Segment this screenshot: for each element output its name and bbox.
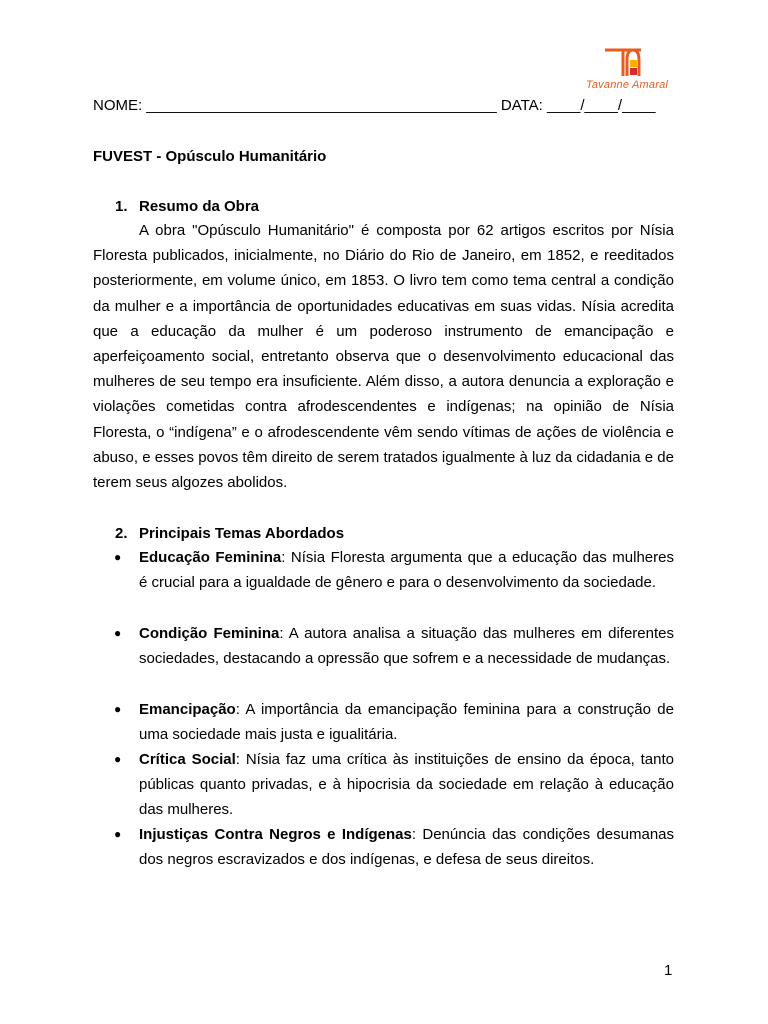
bullet-icon: ● — [114, 550, 122, 564]
list-item-text — [139, 621, 674, 671]
list-item-text — [139, 822, 674, 872]
list-item-term: Crítica Social — [139, 751, 236, 768]
summary-paragraph: A obra "Opúsculo Humanitário" é composta por 62 artigos escritos por Nísia Floresta publicados, inicialmente, no Diário do Rio de Janeiro, em 1852, e reeditados posteriormente, em volume único, em 1853. O livro tem como tema central a condição da mulher e a importância de oportunidades educativas em suas vidas. Nísia acredita que a educação da mulher é um poderoso instrumento de emancipação e aperfeiçoamento social, entretanto observa que o desenvolvimento educacional das mulheres de seu tempo era insuficiente. Além disso, a autora denuncia a exploração e violações cometidas contra afrodescendentes e indígenas; na opinião de Nísia Floresta, o “indígena” e o afrodescendente vêm sendo vítimas de ações de violência e abuso, e esses povos têm direito de serem tratados igualmente à luz da cidadania e de terem seus algozes abolidos. — [93, 222, 674, 492]
list-item-text — [139, 545, 674, 595]
list-item-description: : Nísia Floresta argumenta que a educação das mulheres é crucial para a igualdade de gênero e para o desenvolvimento da sociedade. — [139, 549, 674, 592]
bullet-icon: ● — [114, 752, 122, 766]
bullet-icon: ● — [114, 827, 122, 841]
list-item-term: Condição Feminina — [139, 625, 280, 642]
brand-logo — [581, 46, 673, 96]
list-item-text — [139, 697, 674, 747]
page-number: 1 — [664, 962, 673, 979]
list-item-term: Educação Feminina — [139, 549, 282, 566]
name-date-line: NOME: __________________________________________ DATA: ____/____/____ — [93, 97, 656, 114]
list-item-description: : Nísia faz uma crítica às instituições de ensino da época, tanto públicas quanto privadas, e à hipocrisia da sociedade em relação à educação das mulheres. — [139, 751, 674, 819]
list-item-text — [139, 747, 674, 823]
bullet-icon: ● — [114, 626, 122, 640]
logo-text: Tavanne Amaral — [585, 79, 669, 91]
list-item-description: : A importância da emancipação feminina para a construção de uma sociedade mais justa e igualitária. — [139, 701, 674, 744]
section-title: Resumo da Obra — [139, 198, 260, 215]
page-title: FUVEST - Opúsculo Humanitário — [93, 148, 327, 165]
section-number: 2. — [115, 525, 128, 542]
section-heading — [115, 198, 259, 215]
list-item-description: : Denúncia das condições desumanas dos negros escravizados e dos indígenas, e defesa de seus direitos. — [139, 826, 674, 869]
list-item-description: : A autora analisa a situação das mulheres em diferentes sociedades, destacando a opressão que sofrem e a necessidade de mudanças. — [139, 625, 674, 668]
list-item-term: Injustiças Contra Negros e Indígenas — [139, 826, 412, 843]
section-number: 1. — [115, 198, 128, 215]
logo-mark-icon — [581, 46, 673, 80]
list-item-term: Emancipação — [139, 701, 236, 718]
section-heading — [115, 525, 344, 542]
section-title: Principais Temas Abordados — [139, 525, 345, 542]
bullet-icon: ● — [114, 702, 122, 716]
